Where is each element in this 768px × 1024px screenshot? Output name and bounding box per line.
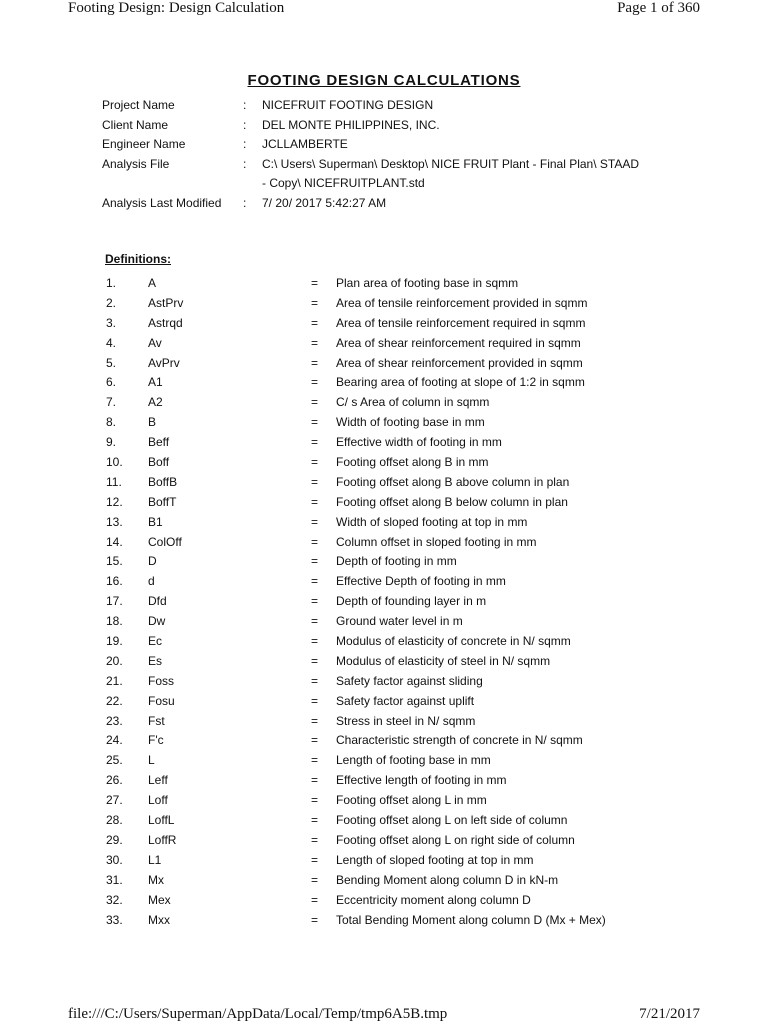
definition-description: Footing offset along L in mm	[336, 793, 487, 808]
definition-description: Area of tensile reinforcement provided in sqmm	[336, 295, 588, 310]
definition-row	[106, 632, 666, 652]
definition-number: 31.	[106, 872, 123, 887]
definition-row	[106, 493, 666, 513]
definition-symbol: ColOff	[148, 534, 182, 549]
definition-symbol: d	[148, 574, 155, 589]
definition-equals: =	[311, 693, 319, 708]
definition-row	[106, 413, 666, 433]
definition-equals: =	[311, 355, 319, 370]
definition-description: Column offset in sloped footing in mm	[336, 534, 537, 549]
info-value-line: DEL MONTE PHILIPPINES, INC.	[262, 117, 440, 132]
info-value-line: JCLLAMBERTE	[262, 137, 348, 151]
definition-equals: =	[311, 852, 319, 867]
definition-symbol: LoffL	[148, 813, 175, 828]
page-number: Page 1 of 360	[617, 0, 700, 16]
definition-equals: =	[311, 614, 319, 629]
definition-number: 3.	[106, 315, 117, 330]
definition-row	[106, 294, 666, 314]
definition-description: Modulus of elasticity of concrete in N/ sqmm	[336, 634, 571, 649]
definition-symbol: F'c	[148, 733, 164, 748]
info-label: Engineer Name	[102, 137, 186, 151]
definition-number: 15.	[106, 554, 123, 569]
definition-number: 32.	[106, 892, 123, 907]
info-value-line: NICEFRUIT FOOTING DESIGN	[262, 98, 434, 112]
definition-equals: =	[311, 335, 319, 350]
definition-symbol: Foss	[148, 673, 175, 688]
definition-description: Bearing area of footing at slope of 1:2 in sqmm	[336, 375, 585, 390]
definition-symbol: BoffT	[148, 494, 177, 509]
definition-number: 7.	[106, 395, 117, 410]
definition-number: 6.	[106, 375, 117, 390]
definition-number: 8.	[106, 415, 117, 430]
definitions-heading: Definitions:	[105, 252, 171, 266]
info-value-line: 7/ 20/ 2017 5:42:27 AM	[262, 195, 387, 210]
definition-number: 13.	[106, 514, 123, 529]
project-info-row	[102, 116, 662, 136]
definition-equals: =	[311, 395, 319, 410]
definition-description: Length of footing base in mm	[336, 753, 491, 768]
definition-description: Eccentricity moment along column D	[336, 892, 531, 907]
definition-row	[106, 354, 666, 374]
info-label: Client Name	[102, 117, 169, 132]
info-value-line: - Copy\ NICEFRUITPLANT.std	[262, 176, 425, 190]
info-value	[262, 135, 662, 155]
definition-row	[106, 552, 666, 572]
definition-equals: =	[311, 315, 319, 330]
definition-symbol: Dfd	[148, 594, 167, 609]
definition-row	[106, 851, 666, 871]
definition-row	[106, 334, 666, 354]
definition-equals: =	[311, 574, 319, 589]
definition-row	[106, 771, 666, 791]
definition-description: Effective width of footing in mm	[336, 435, 502, 450]
definitions-list	[106, 274, 666, 930]
definition-description: Safety factor against uplift	[336, 693, 475, 708]
definition-symbol: B1	[148, 514, 163, 529]
definition-row	[106, 314, 666, 334]
definition-symbol: D	[148, 554, 157, 569]
definition-symbol: Leff	[148, 773, 168, 788]
document-title: FOOTING DESIGN CALCULATIONS	[247, 72, 521, 89]
definition-description: Safety factor against sliding	[336, 673, 483, 688]
definition-equals: =	[311, 673, 319, 688]
info-value	[262, 155, 662, 194]
definition-number: 1.	[106, 276, 117, 290]
definition-number: 29.	[106, 832, 123, 847]
info-value	[262, 96, 662, 116]
definition-symbol: Mxx	[148, 912, 170, 927]
definition-number: 5.	[106, 355, 117, 370]
info-label: Analysis File	[102, 156, 170, 171]
definition-number: 27.	[106, 793, 123, 808]
definition-number: 4.	[106, 335, 117, 350]
info-colon: :	[243, 137, 247, 151]
definition-number: 9.	[106, 435, 117, 450]
definition-row	[106, 891, 666, 911]
definition-equals: =	[311, 793, 319, 808]
definition-symbol: BoffB	[148, 474, 178, 489]
definition-equals: =	[311, 494, 319, 509]
definition-row	[106, 513, 666, 533]
definition-number: 21.	[106, 673, 123, 688]
definition-row	[106, 672, 666, 692]
definition-description: C/ s Area of column in sqmm	[336, 395, 490, 410]
print-date: 7/21/2017	[639, 1006, 700, 1022]
definition-description: Width of sloped footing at top in mm	[336, 514, 528, 529]
page-header-title: Footing Design: Design Calculation	[68, 0, 285, 16]
definition-number: 28.	[106, 813, 123, 828]
definition-symbol: AstPrv	[148, 295, 184, 310]
definition-symbol: Fst	[148, 713, 165, 728]
info-value-line: C:\ Users\ Superman\ Desktop\ NICE FRUIT Plant - Final Plan\ STAAD	[262, 156, 640, 171]
definition-equals: =	[311, 455, 319, 470]
definition-description: Footing offset along B in mm	[336, 455, 489, 470]
definition-number: 25.	[106, 753, 123, 768]
definition-symbol: Ec	[148, 634, 163, 649]
definition-description: Depth of founding layer in m	[336, 594, 487, 609]
definition-equals: =	[311, 415, 319, 430]
definition-number: 11.	[106, 474, 122, 489]
definition-symbol: Mex	[148, 892, 171, 907]
definition-row	[106, 274, 666, 294]
definition-number: 19.	[106, 634, 123, 649]
definition-number: 20.	[106, 653, 123, 668]
definition-equals: =	[311, 554, 319, 569]
definition-symbol: A1	[148, 375, 163, 390]
definition-number: 30.	[106, 852, 123, 867]
definition-equals: =	[311, 435, 319, 450]
definition-number: 2.	[106, 295, 117, 310]
definition-description: Footing offset along L on left side of column	[336, 813, 568, 828]
definition-equals: =	[311, 872, 319, 887]
project-info	[102, 96, 662, 213]
definition-number: 10.	[106, 455, 123, 470]
definition-description: Area of tensile reinforcement required in sqmm	[336, 315, 586, 330]
definition-number: 33.	[106, 912, 123, 927]
definition-row	[106, 533, 666, 553]
definition-symbol: Boff	[148, 455, 170, 470]
definition-description: Stress in steel in N/ sqmm	[336, 713, 476, 728]
definition-symbol: Mx	[148, 872, 164, 887]
definition-description: Bending Moment along column D in kN-m	[336, 872, 559, 887]
definition-description: Total Bending Moment along column D (Mx + Mex)	[336, 912, 606, 927]
definition-description: Area of shear reinforcement required in sqmm	[336, 335, 581, 350]
definition-description: Footing offset along B above column in plan	[336, 474, 570, 489]
definition-symbol: Beff	[148, 435, 170, 450]
definition-symbol: Es	[148, 653, 163, 668]
definition-equals: =	[311, 733, 319, 748]
definition-symbol: AvPrv	[148, 355, 180, 370]
project-info-row	[102, 135, 662, 155]
project-info-row	[102, 194, 662, 214]
file-path: file:///C:/Users/Superman/AppData/Local/Temp/tmp6A5B.tmp	[68, 1006, 448, 1022]
definition-symbol: A	[148, 276, 157, 290]
info-label: Project Name	[102, 98, 175, 112]
definition-equals: =	[311, 634, 319, 649]
definition-description: Ground water level in m	[336, 614, 463, 629]
definition-description: Length of sloped footing at top in mm	[336, 852, 534, 867]
info-colon: :	[243, 195, 247, 210]
definition-symbol: Av	[148, 335, 162, 350]
definition-description: Plan area of footing base in sqmm	[336, 276, 519, 290]
info-colon: :	[243, 117, 247, 132]
definition-description: Effective length of footing in mm	[336, 773, 507, 788]
definition-description: Depth of footing in mm	[336, 554, 457, 569]
definition-row	[106, 791, 666, 811]
definition-number: 23.	[106, 713, 123, 728]
definition-row	[106, 831, 666, 851]
definition-number: 18.	[106, 614, 123, 629]
definition-equals: =	[311, 912, 319, 927]
definition-row	[106, 811, 666, 831]
info-colon: :	[243, 156, 247, 171]
definition-equals: =	[311, 594, 319, 609]
definition-row	[106, 731, 666, 751]
definition-row	[106, 433, 666, 453]
info-value	[262, 116, 662, 136]
definition-description: Footing offset along L on right side of column	[336, 832, 575, 847]
definition-number: 14.	[106, 534, 123, 549]
definition-equals: =	[311, 753, 319, 768]
definition-number: 16.	[106, 574, 123, 589]
project-info-row	[102, 155, 662, 194]
definition-equals: =	[311, 892, 319, 907]
definition-description: Effective Depth of footing in mm	[336, 574, 506, 589]
definition-symbol: LoffR	[148, 832, 177, 847]
definition-number: 26.	[106, 773, 123, 788]
definition-row	[106, 592, 666, 612]
definition-equals: =	[311, 653, 319, 668]
definition-description: Modulus of elasticity of steel in N/ sqmm	[336, 653, 551, 668]
definition-equals: =	[311, 295, 319, 310]
definition-row	[106, 473, 666, 493]
definition-equals: =	[311, 813, 319, 828]
definition-description: Characteristic strength of concrete in N/ sqmm	[336, 733, 583, 748]
definition-number: 24.	[106, 733, 123, 748]
definition-row	[106, 612, 666, 632]
definition-row	[106, 692, 666, 712]
definition-equals: =	[311, 773, 319, 788]
definition-row	[106, 652, 666, 672]
definition-row	[106, 911, 666, 931]
definition-equals: =	[311, 514, 319, 529]
info-value	[262, 194, 662, 214]
definition-equals: =	[311, 474, 319, 489]
definition-symbol: Loff	[148, 793, 168, 808]
definition-row	[106, 393, 666, 413]
definition-row	[106, 712, 666, 732]
definition-symbol: B	[148, 415, 157, 430]
definition-number: 12.	[106, 494, 123, 509]
definition-description: Area of shear reinforcement provided in sqmm	[336, 355, 583, 370]
definition-description: Width of footing base in mm	[336, 415, 485, 430]
project-info-row	[102, 96, 662, 116]
definition-symbol: Dw	[148, 614, 166, 629]
info-label: Analysis Last Modified	[102, 195, 222, 210]
definition-row	[106, 871, 666, 891]
definition-symbol: Astrqd	[148, 315, 183, 330]
definition-row	[106, 751, 666, 771]
definition-number: 17.	[106, 594, 123, 609]
definition-description: Footing offset along B below column in plan	[336, 494, 568, 509]
definition-symbol: L	[148, 753, 155, 768]
definition-equals: =	[311, 713, 319, 728]
definition-symbol: Fosu	[148, 693, 175, 708]
definition-symbol: A2	[148, 395, 163, 410]
definition-row	[106, 572, 666, 592]
definition-equals: =	[311, 534, 319, 549]
definition-equals: =	[311, 375, 319, 390]
info-colon: :	[243, 98, 247, 112]
definition-row	[106, 453, 666, 473]
definition-number: 22.	[106, 693, 123, 708]
definition-equals: =	[311, 276, 319, 290]
definition-equals: =	[311, 832, 319, 847]
definition-symbol: L1	[148, 852, 162, 867]
definition-row	[106, 373, 666, 393]
